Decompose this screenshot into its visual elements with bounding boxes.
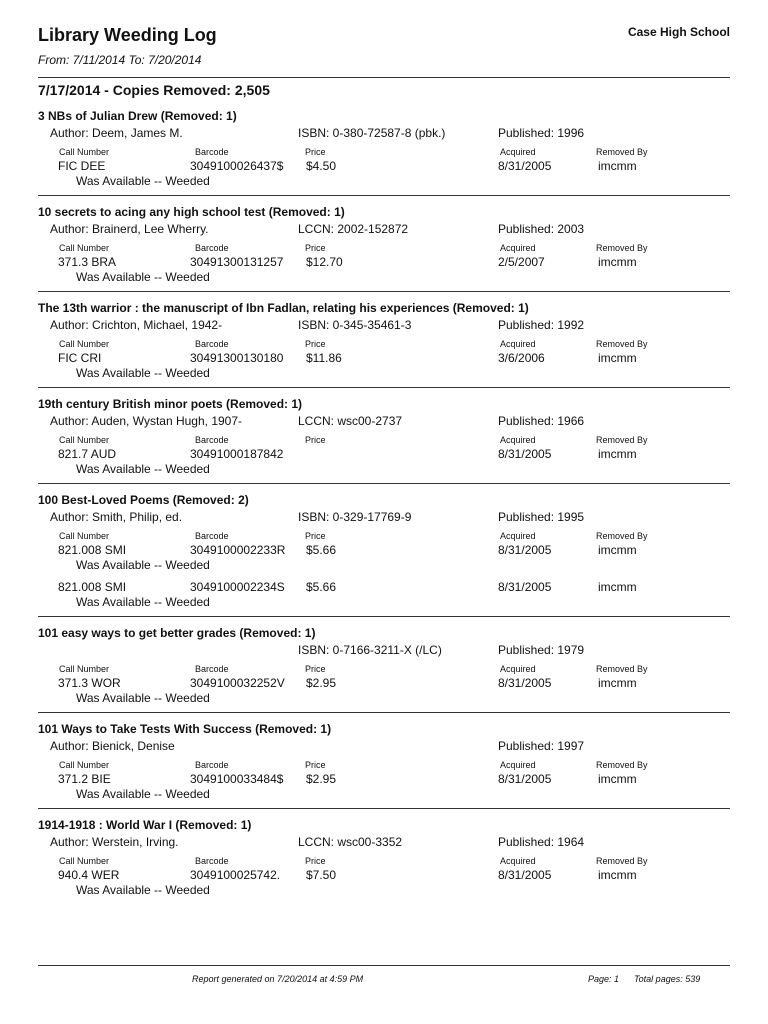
total-pages: Total pages: 539 — [634, 974, 701, 984]
entry-meta — [38, 220, 730, 238]
copy-row — [38, 350, 730, 366]
removed-by: imcmm — [598, 159, 637, 173]
entry-title: The 13th warrior : the manuscript of Ibn Fadlan, relating his experiences (Removed: 1) — [38, 301, 529, 315]
acquired-date: 3/6/2006 — [498, 351, 545, 365]
identifier: LCCN: wsc00-2737 — [298, 414, 403, 428]
copy-status: Was Available -- Weeded — [76, 366, 210, 380]
removed-by: imcmm — [598, 543, 637, 557]
barcode: 3049100002234S — [190, 580, 285, 594]
barcode-label: Barcode — [195, 243, 229, 253]
copy-status: Was Available -- Weeded — [76, 558, 210, 572]
barcode-label: Barcode — [195, 435, 229, 445]
author: Author: Brainerd, Lee Wherry. — [50, 222, 209, 236]
entry-list — [38, 100, 730, 904]
call-number: FIC CRI — [58, 351, 102, 365]
barcode-label: Barcode — [195, 760, 229, 770]
call-number-label: Call Number — [59, 856, 110, 866]
price: $5.66 — [306, 543, 337, 557]
day-header: 7/17/2014 - Copies Removed: 2,505 — [38, 82, 270, 98]
column-labels — [38, 338, 730, 350]
entry-meta — [38, 124, 730, 142]
call-number: 821.008 SMI — [58, 580, 127, 594]
call-number: 821.008 SMI — [58, 543, 127, 557]
acquired-date: 8/31/2005 — [498, 676, 552, 690]
barcode: 3049100032252V — [190, 676, 285, 690]
barcode: 30491300130180 — [190, 351, 284, 365]
copy-status: Was Available -- Weeded — [76, 883, 210, 897]
acquired-label: Acquired — [500, 339, 536, 349]
author: Author: Smith, Philip, ed. — [50, 510, 183, 524]
removed-by-label: Removed By — [596, 435, 648, 445]
removed-by-label: Removed By — [596, 243, 648, 253]
price: $7.50 — [306, 868, 337, 882]
title-entry — [38, 100, 730, 196]
barcode: 3049100025742. — [190, 868, 281, 882]
identifier: ISBN: 0-380-72587-8 (pbk.) — [298, 126, 446, 140]
removed-by: imcmm — [598, 676, 637, 690]
price: $2.95 — [306, 772, 337, 786]
copy-status: Was Available -- Weeded — [76, 270, 210, 284]
copy-row — [38, 254, 730, 270]
barcode-label: Barcode — [195, 531, 229, 541]
barcode: 3049100002233R — [190, 543, 286, 557]
call-number: 821.7 AUD — [58, 447, 117, 461]
price: $4.50 — [306, 159, 337, 173]
published-year: Published: 1964 — [498, 835, 585, 849]
price: $12.70 — [306, 255, 343, 269]
identifier: LCCN: wsc00-3352 — [298, 835, 403, 849]
call-number-label: Call Number — [59, 531, 110, 541]
column-labels — [38, 759, 730, 771]
barcode: 3049100033484$ — [190, 772, 284, 786]
copy-status: Was Available -- Weeded — [76, 462, 210, 476]
identifier: ISBN: 0-7166-3211-X (/LC) — [298, 643, 442, 657]
header-divider — [38, 77, 730, 78]
author: Author: Bienick, Denise — [50, 739, 175, 753]
call-number: 371.2 BIE — [58, 772, 111, 786]
acquired-label: Acquired — [500, 435, 536, 445]
removed-by: imcmm — [598, 868, 637, 882]
acquired-date: 8/31/2005 — [498, 543, 552, 557]
copy-row — [38, 867, 730, 883]
footer-divider — [38, 965, 730, 966]
published-year: Published: 1992 — [498, 318, 585, 332]
identifier: ISBN: 0-345-35461-3 — [298, 318, 412, 332]
column-labels — [38, 434, 730, 446]
entry-title: 19th century British minor poets (Removed: 1) — [38, 397, 303, 411]
removed-by-label: Removed By — [596, 760, 648, 770]
barcode-label: Barcode — [195, 664, 229, 674]
entry-meta — [38, 412, 730, 430]
copy-status: Was Available -- Weeded — [76, 787, 210, 801]
removed-by-label: Removed By — [596, 147, 648, 157]
page-number: Page: 1 — [588, 974, 620, 984]
copy-status: Was Available -- Weeded — [76, 691, 210, 705]
barcode: 30491300131257 — [190, 255, 284, 269]
copy-row — [38, 446, 730, 462]
column-labels — [38, 146, 730, 158]
acquired-date: 2/5/2007 — [498, 255, 545, 269]
published-year: Published: 1979 — [498, 643, 585, 657]
acquired-date: 8/31/2005 — [498, 159, 552, 173]
column-labels — [38, 663, 730, 675]
entry-meta — [38, 737, 730, 755]
author: Author: Deem, James M. — [50, 126, 183, 140]
copy-row — [38, 579, 730, 595]
copy-status: Was Available -- Weeded — [76, 174, 210, 188]
removed-by: imcmm — [598, 447, 637, 461]
call-number-label: Call Number — [59, 760, 110, 770]
acquired-label: Acquired — [500, 147, 536, 157]
report-title: Library Weeding Log — [38, 25, 217, 45]
copy-row — [38, 771, 730, 787]
copy-row — [38, 675, 730, 691]
removed-by: imcmm — [598, 255, 637, 269]
removed-by-label: Removed By — [596, 664, 648, 674]
call-number: 940.4 WER — [58, 868, 120, 882]
entry-title: 100 Best-Loved Poems (Removed: 2) — [38, 493, 249, 507]
copy-row — [38, 158, 730, 174]
barcode-label: Barcode — [195, 856, 229, 866]
call-number: 371.3 WOR — [58, 676, 121, 690]
acquired-date: 8/31/2005 — [498, 868, 552, 882]
price-label: Price — [305, 531, 326, 541]
school-name: Case High School — [627, 25, 730, 39]
column-labels — [38, 855, 730, 867]
acquired-label: Acquired — [500, 760, 536, 770]
acquired-label: Acquired — [500, 243, 536, 253]
removed-by-label: Removed By — [596, 856, 648, 866]
acquired-date: 8/31/2005 — [498, 447, 552, 461]
price-label: Price — [305, 435, 326, 445]
call-number: 371.3 BRA — [58, 255, 117, 269]
title-entry — [38, 809, 730, 904]
price-label: Price — [305, 856, 326, 866]
entry-title: 101 easy ways to get better grades (Removed: 1) — [38, 626, 316, 640]
entry-title: 101 Ways to Take Tests With Success (Removed: 1) — [38, 722, 332, 736]
published-year: Published: 1966 — [498, 414, 585, 428]
title-entry — [38, 617, 730, 713]
acquired-date: 8/31/2005 — [498, 580, 552, 594]
entry-meta — [38, 833, 730, 851]
removed-by: imcmm — [598, 772, 637, 786]
barcode-label: Barcode — [195, 147, 229, 157]
acquired-label: Acquired — [500, 664, 536, 674]
price-label: Price — [305, 339, 326, 349]
title-entry — [38, 292, 730, 388]
published-year: Published: 1997 — [498, 739, 585, 753]
acquired-label: Acquired — [500, 856, 536, 866]
title-entry — [38, 713, 730, 809]
report-generated: Report generated on 7/20/2014 at 4:59 PM — [192, 974, 364, 984]
entry-title: 1914-1918 : World War I (Removed: 1) — [38, 818, 252, 832]
call-number-label: Call Number — [59, 243, 110, 253]
price-label: Price — [305, 243, 326, 253]
entry-meta — [38, 316, 730, 334]
date-range: From: 7/11/2014 To: 7/20/2014 — [38, 53, 202, 67]
entry-title: 10 secrets to acing any high school test (Removed: 1) — [38, 205, 345, 219]
removed-by: imcmm — [598, 580, 637, 594]
identifier: ISBN: 0-329-17769-9 — [298, 510, 412, 524]
call-number-label: Call Number — [59, 147, 110, 157]
price: $5.66 — [306, 580, 337, 594]
price-label: Price — [305, 760, 326, 770]
price-label: Price — [305, 147, 326, 157]
price: $11.86 — [306, 351, 342, 365]
removed-by-label: Removed By — [596, 339, 648, 349]
published-year: Published: 2003 — [498, 222, 585, 236]
call-number-label: Call Number — [59, 435, 110, 445]
identifier: LCCN: 2002-152872 — [298, 222, 409, 236]
author: Author: Crichton, Michael, 1942- — [50, 318, 223, 332]
price: $2.95 — [306, 676, 337, 690]
barcode: 30491000187842 — [190, 447, 284, 461]
call-number: FIC DEE — [58, 159, 106, 173]
removed-by-label: Removed By — [596, 531, 648, 541]
call-number-label: Call Number — [59, 664, 110, 674]
column-labels — [38, 242, 730, 254]
entry-meta — [38, 508, 730, 526]
price-label: Price — [305, 664, 326, 674]
acquired-label: Acquired — [500, 531, 536, 541]
copy-status: Was Available -- Weeded — [76, 595, 210, 609]
published-year: Published: 1996 — [498, 126, 585, 140]
author: Author: Auden, Wystan Hugh, 1907- — [50, 414, 243, 428]
entry-title: 3 NBs of Julian Drew (Removed: 1) — [38, 109, 237, 123]
copy-row — [38, 542, 730, 558]
barcode: 3049100026437$ — [190, 159, 284, 173]
author: Author: Werstein, Irving. — [50, 835, 179, 849]
column-labels — [38, 530, 730, 542]
barcode-label: Barcode — [195, 339, 229, 349]
entry-meta — [38, 641, 730, 659]
published-year: Published: 1995 — [498, 510, 585, 524]
call-number-label: Call Number — [59, 339, 110, 349]
acquired-date: 8/31/2005 — [498, 772, 552, 786]
title-entry — [38, 484, 730, 617]
removed-by: imcmm — [598, 351, 637, 365]
title-entry — [38, 388, 730, 484]
title-entry — [38, 196, 730, 292]
